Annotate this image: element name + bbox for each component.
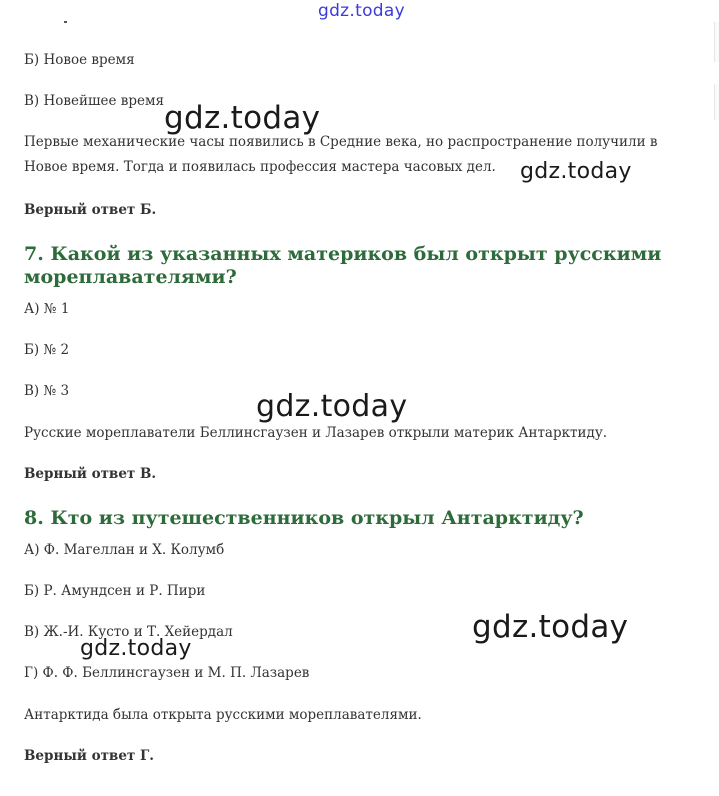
cut-off-text-fragment [64, 21, 67, 23]
q7-heading: 7. Какой из указанных материков был открыт русскими мореплавателями? [24, 243, 662, 288]
watermark: gdz.today [164, 100, 321, 136]
q8-explanation: Антарктида была открыта русскими мореплавателями. [24, 707, 422, 723]
q7-option-v: В) № 3 [24, 383, 70, 399]
watermark-top: gdz.today [318, 1, 405, 21]
q6-option-b: Б) Новое время [24, 52, 135, 68]
watermark: gdz.today [256, 389, 408, 424]
watermark: gdz.today [472, 609, 629, 645]
q7-answer: Верный ответ В. [24, 466, 157, 482]
watermark: gdz.today [80, 636, 192, 661]
q8-option-v: В) Ж.-И. Кусто и Т. Хейердал [24, 624, 233, 640]
q8-option-b: Б) Р. Амундсен и Р. Пири [24, 583, 206, 599]
q7-option-a: А) № 1 [24, 301, 70, 317]
q6-explanation: Первые механические часы появились в Средние века, но распространение получили в Новое время. Тогда и появилась профессия мастера часовых дел. [24, 134, 658, 175]
q6-answer: Верный ответ Б. [24, 202, 157, 218]
q8-option-g: Г) Ф. Ф. Беллинсгаузен и М. П. Лазарев [24, 665, 310, 681]
right-edge-fragment [714, 22, 719, 62]
q8-option-a: А) Ф. Магеллан и Х. Колумб [24, 542, 225, 558]
q8-heading: 8. Кто из путешественников открыл Антарктиду? [24, 507, 584, 529]
q7-explanation: Русские мореплаватели Беллинсгаузен и Лазарев открыли материк Антарктиду. [24, 425, 608, 441]
q7-option-b: Б) № 2 [24, 342, 70, 358]
q6-option-v: В) Новейшее время [24, 93, 165, 109]
watermark: gdz.today [520, 159, 632, 184]
q8-answer: Верный ответ Г. [24, 748, 154, 764]
right-edge-fragment [714, 84, 719, 120]
